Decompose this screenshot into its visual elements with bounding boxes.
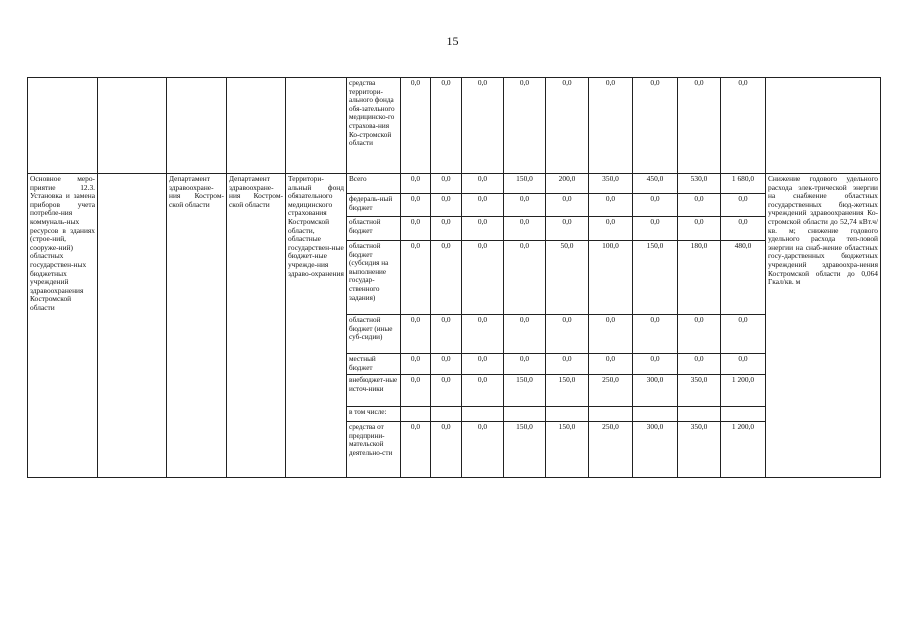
value-cell: 0,0 xyxy=(431,217,462,241)
value-cell xyxy=(546,407,589,422)
value-cell: 0,0 xyxy=(589,315,633,354)
value-cell: 350,0 xyxy=(589,174,633,194)
value-cell: 0,0 xyxy=(721,354,766,375)
value-cell: 0,0 xyxy=(721,315,766,354)
empty-cell xyxy=(98,174,167,478)
empty-cell xyxy=(766,78,881,174)
value-cell: 100,0 xyxy=(589,241,633,315)
value-cell xyxy=(504,407,546,422)
value-cell: 350,0 xyxy=(678,422,721,478)
value-cell: 0,0 xyxy=(589,217,633,241)
value-cell: 150,0 xyxy=(633,241,678,315)
value-cell: 0,0 xyxy=(401,354,431,375)
value-cell: 0,0 xyxy=(431,78,462,174)
value-cell: 0,0 xyxy=(401,375,431,407)
value-cell: 150,0 xyxy=(504,375,546,407)
value-cell: 0,0 xyxy=(546,78,589,174)
program-table xyxy=(27,77,881,478)
value-cell: 0,0 xyxy=(401,315,431,354)
value-cell: 150,0 xyxy=(546,422,589,478)
page-number: 15 xyxy=(446,34,459,48)
source-cell: областной бюджет (иные суб-сидии) xyxy=(347,315,401,354)
source-cell: средства от предприни-мательской деятельно-сти xyxy=(347,422,401,478)
value-cell xyxy=(678,407,721,422)
value-cell: 50,0 xyxy=(546,241,589,315)
value-cell: 0,0 xyxy=(589,354,633,375)
empty-cell xyxy=(167,78,227,174)
value-cell: 0,0 xyxy=(401,194,431,217)
value-cell: 0,0 xyxy=(401,422,431,478)
empty-cell xyxy=(286,78,347,174)
value-cell: 0,0 xyxy=(431,174,462,194)
value-cell xyxy=(401,407,431,422)
value-cell: 180,0 xyxy=(678,241,721,315)
responsible-executor: Департамент здравоохране-ния Костром-ской области xyxy=(167,174,227,478)
value-cell: 0,0 xyxy=(431,422,462,478)
value-cell: 0,0 xyxy=(462,241,504,315)
source-cell: федераль-ный бюджет xyxy=(347,194,401,217)
value-cell: 0,0 xyxy=(504,241,546,315)
source-cell: местный бюджет xyxy=(347,354,401,375)
table-row xyxy=(28,174,881,194)
source-cell: областной бюджет (субсидия на выполнение государ-ственного задания) xyxy=(347,241,401,315)
value-cell: 0,0 xyxy=(546,194,589,217)
value-cell: 0,0 xyxy=(401,174,431,194)
value-cell: 0,0 xyxy=(431,375,462,407)
value-cell: 150,0 xyxy=(546,375,589,407)
value-cell: 0,0 xyxy=(721,78,766,174)
value-cell: 0,0 xyxy=(504,315,546,354)
value-cell: 0,0 xyxy=(504,354,546,375)
value-cell: 0,0 xyxy=(633,194,678,217)
value-cell: 0,0 xyxy=(462,354,504,375)
value-cell: 150,0 xyxy=(504,174,546,194)
value-cell: 0,0 xyxy=(678,194,721,217)
value-cell: 0,0 xyxy=(504,78,546,174)
value-cell: 0,0 xyxy=(462,217,504,241)
value-cell: 250,0 xyxy=(589,375,633,407)
value-cell: 0,0 xyxy=(721,194,766,217)
value-cell: 0,0 xyxy=(721,217,766,241)
value-cell: 0,0 xyxy=(546,217,589,241)
value-cell: 0,0 xyxy=(431,354,462,375)
value-cell: 450,0 xyxy=(633,174,678,194)
value-cell: 1 200,0 xyxy=(721,422,766,478)
value-cell: 0,0 xyxy=(633,315,678,354)
value-cell: 1 680,0 xyxy=(721,174,766,194)
value-cell: 0,0 xyxy=(633,217,678,241)
value-cell: 350,0 xyxy=(678,375,721,407)
expected-result: Снижение годового удельного расхода элек-трической энергии на снабжение областных государственных бюд-жетных учреждений здравоохранения Ко-стромской области до 52,74 кВт.ч/кв. м; снижение годового удельного расхода теп-ловой энергии на снаб-жение областных госу-дарственных бюджетных учреждений здравоохра-нения Костромской области до 0,064 Гкал/кв. м xyxy=(766,174,881,478)
value-cell: 300,0 xyxy=(633,422,678,478)
value-cell: 0,0 xyxy=(401,241,431,315)
value-cell: 0,0 xyxy=(431,315,462,354)
value-cell: 0,0 xyxy=(462,375,504,407)
source-cell: областной бюджет xyxy=(347,217,401,241)
value-cell: 250,0 xyxy=(589,422,633,478)
value-cell: 0,0 xyxy=(678,78,721,174)
value-cell: 0,0 xyxy=(462,194,504,217)
table-row xyxy=(28,78,881,174)
empty-cell xyxy=(28,78,98,174)
value-cell: 0,0 xyxy=(589,194,633,217)
value-cell: 0,0 xyxy=(633,78,678,174)
source-cell: Всего xyxy=(347,174,401,194)
source-cell: внебюджет-ные источ-ники xyxy=(347,375,401,407)
value-cell: 0,0 xyxy=(678,354,721,375)
empty-cell xyxy=(227,78,286,174)
value-cell: 0,0 xyxy=(462,315,504,354)
empty-cell xyxy=(98,78,167,174)
value-cell: 0,0 xyxy=(431,194,462,217)
value-cell: 0,0 xyxy=(678,217,721,241)
value-cell: 0,0 xyxy=(546,354,589,375)
value-cell: 300,0 xyxy=(633,375,678,407)
value-cell: 0,0 xyxy=(678,315,721,354)
value-cell: 0,0 xyxy=(546,315,589,354)
value-cell xyxy=(721,407,766,422)
value-cell: 0,0 xyxy=(504,217,546,241)
co-executor: Департамент здравоохране-ния Костром-ской области xyxy=(227,174,286,478)
source-cell: в том числе: xyxy=(347,407,401,422)
value-cell: 0,0 xyxy=(431,241,462,315)
value-cell: 0,0 xyxy=(401,217,431,241)
activity-name: Основное меро-приятие 12.3. Установка и замена приборов учета потребле-ния коммуналь-ных ресурсов в зданиях (строе-ний, сооруже-ний) областных государствен-ных бюджетных учреждений здравоохранения Костромской области xyxy=(28,174,98,478)
value-cell: 0,0 xyxy=(504,194,546,217)
value-cell: 150,0 xyxy=(504,422,546,478)
value-cell: 0,0 xyxy=(462,174,504,194)
value-cell: 0,0 xyxy=(401,78,431,174)
value-cell: 1 200,0 xyxy=(721,375,766,407)
value-cell: 200,0 xyxy=(546,174,589,194)
participants: Территори-альный фонд обязательного медицинского страхования Костромской области, областные государствен-ные бюджет-ные учрежде-ния здраво-охранения xyxy=(286,174,347,478)
value-cell: 0,0 xyxy=(462,422,504,478)
source-cell: средства территори-ального фонда обя-зательного медицинско-го страхова-ния Ко-стромской области xyxy=(347,78,401,174)
value-cell: 0,0 xyxy=(462,78,504,174)
value-cell: 0,0 xyxy=(589,78,633,174)
value-cell: 0,0 xyxy=(633,354,678,375)
value-cell xyxy=(462,407,504,422)
value-cell: 480,0 xyxy=(721,241,766,315)
value-cell xyxy=(633,407,678,422)
value-cell: 530,0 xyxy=(678,174,721,194)
value-cell xyxy=(431,407,462,422)
value-cell xyxy=(589,407,633,422)
